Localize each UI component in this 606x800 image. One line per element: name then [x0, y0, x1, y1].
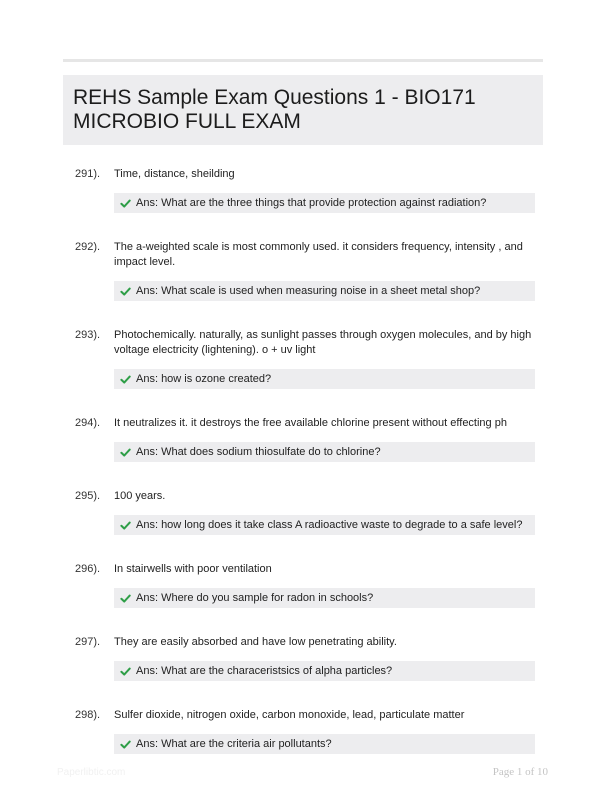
- answer-box: [114, 442, 535, 462]
- answer-text: Ans: how is ozone created?: [136, 373, 272, 385]
- checkmark-icon: [120, 286, 131, 297]
- question-number: 298).: [75, 709, 101, 721]
- question-number: 291).: [75, 168, 101, 180]
- answer-box: [114, 369, 535, 389]
- checkmark-icon: [120, 593, 131, 604]
- title-box: [63, 75, 543, 145]
- answer-box: [114, 281, 535, 301]
- question-text: 100 years.: [114, 490, 166, 502]
- question-text: Photochemically. naturally, as sunlight passes through oxygen molecules, and by high voltage electricity (lightening). o + uv light: [114, 329, 532, 356]
- checkmark-icon: [120, 447, 131, 458]
- checkmark-icon: [120, 666, 131, 677]
- answer-text: Ans: Where do you sample for radon in schools?: [136, 592, 374, 604]
- question-number: 295).: [75, 490, 101, 502]
- answer-box: [114, 515, 535, 535]
- answer-box: [114, 588, 535, 608]
- question-text: Sulfer dioxide, nitrogen oxide, carbon monoxide, lead, particulate matter: [114, 709, 465, 721]
- page-title: REHS Sample Exam Questions 1 - BIO171 MICROBIO FULL EXAM: [73, 86, 476, 133]
- answer-text: Ans: What are the three things that provide protection against radiation?: [136, 197, 487, 209]
- question-number: 293).: [75, 329, 101, 341]
- question-text: The a-weighted scale is most commonly used. it considers frequency, intensity , and impact level.: [114, 241, 523, 268]
- question-text: In stairwells with poor ventilation: [114, 563, 272, 575]
- checkmark-icon: [120, 374, 131, 385]
- question-item: [75, 562, 535, 608]
- checkmark-icon: [120, 520, 131, 531]
- question-item: [75, 328, 535, 389]
- top-rule: [63, 59, 543, 62]
- question-item: [75, 416, 535, 462]
- question-number: 292).: [75, 241, 101, 253]
- answer-box: [114, 661, 535, 681]
- question-number: 297).: [75, 636, 101, 648]
- answer-text: Ans: What scale is used when measuring noise in a sheet metal shop?: [136, 285, 481, 297]
- answer-text: Ans: how long does it take class A radioactive waste to degrade to a safe level?: [136, 519, 523, 531]
- question-item: [75, 167, 535, 213]
- page-indicator: Page 1 of 10: [492, 766, 548, 778]
- question-item: [75, 240, 535, 301]
- question-text: It neutralizes it. it destroys the free available chlorine present without effecting ph: [114, 417, 507, 429]
- answer-text: Ans: What are the criteria air pollutants?: [136, 738, 332, 750]
- answer-box: [114, 193, 535, 213]
- question-item: [75, 489, 535, 535]
- question-text: Time, distance, sheilding: [114, 168, 235, 180]
- answer-box: [114, 734, 535, 754]
- question-number: 294).: [75, 417, 101, 429]
- answer-text: Ans: What does sodium thiosulfate do to chlorine?: [136, 446, 381, 458]
- question-item: [75, 635, 535, 681]
- answer-text: Ans: What are the characeristsics of alpha particles?: [136, 665, 393, 677]
- checkmark-icon: [120, 198, 131, 209]
- question-list: [75, 167, 535, 754]
- question-text: They are easily absorbed and have low penetrating ability.: [114, 636, 397, 648]
- checkmark-icon: [120, 739, 131, 750]
- question-number: 296).: [75, 563, 101, 575]
- question-item: [75, 708, 535, 754]
- watermark-text: Paperlibtic.com: [57, 767, 126, 778]
